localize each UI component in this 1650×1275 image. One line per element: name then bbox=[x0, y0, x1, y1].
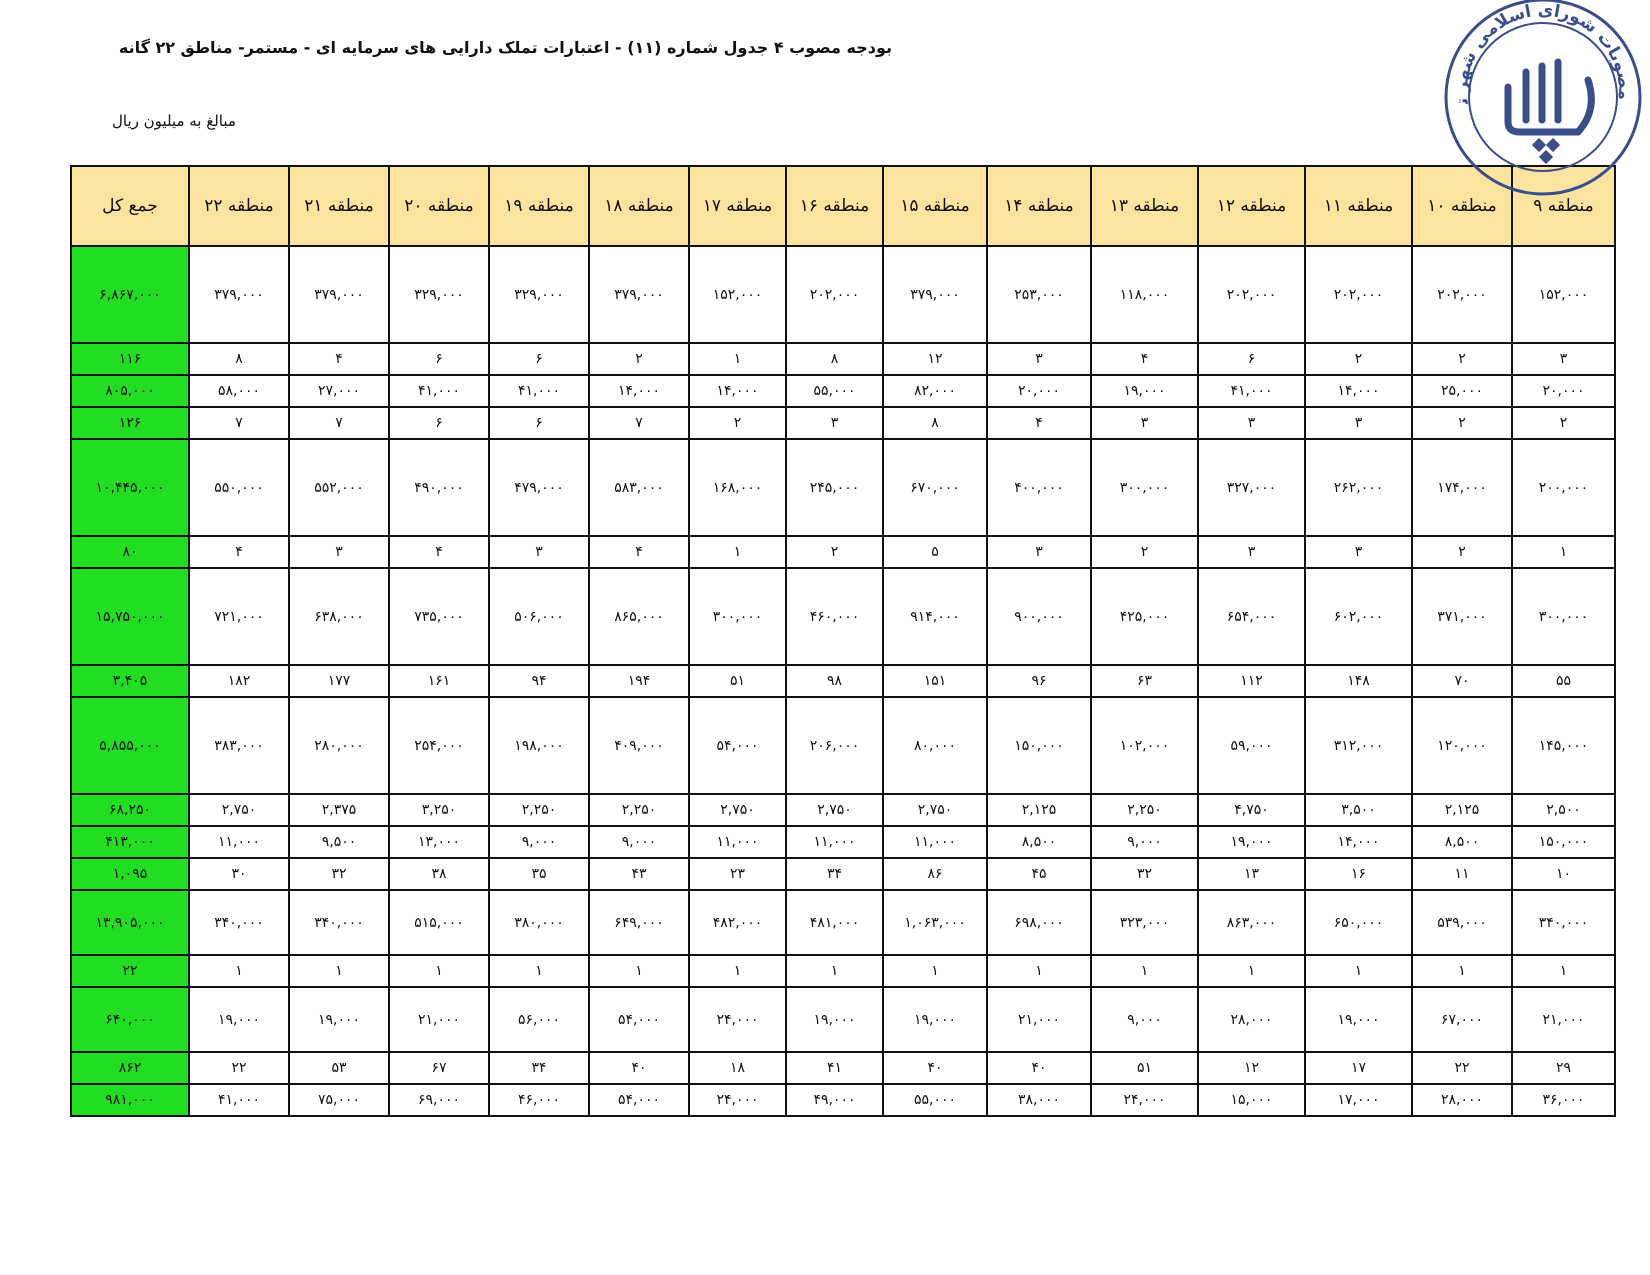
header-region: منطقه ۲۲ bbox=[189, 166, 289, 246]
region-cell: ۵۰۶,۰۰۰ bbox=[489, 568, 589, 665]
region-cell: ۱۵۰,۰۰۰ bbox=[987, 697, 1091, 794]
region-cell: ۱۱,۰۰۰ bbox=[786, 826, 883, 858]
region-cell: ۲۰۲,۰۰۰ bbox=[1198, 246, 1305, 343]
region-cell: ۵۱ bbox=[689, 665, 786, 697]
header-region: منطقه ۹ bbox=[1512, 166, 1615, 246]
region-cell: ۳۰ bbox=[189, 858, 289, 890]
region-cell: ۳ bbox=[289, 536, 389, 568]
region-cell: ۶ bbox=[389, 343, 489, 375]
region-cell: ۱۳ bbox=[1198, 858, 1305, 890]
region-cell: ۱ bbox=[189, 955, 289, 987]
region-cell: ۳۲۹,۰۰۰ bbox=[489, 246, 589, 343]
region-cell: ۲,۷۵۰ bbox=[786, 794, 883, 826]
region-cell: ۱ bbox=[389, 955, 489, 987]
region-cell: ۱۲ bbox=[883, 343, 987, 375]
header-region: منطقه ۲۱ bbox=[289, 166, 389, 246]
region-cell: ۳ bbox=[1198, 536, 1305, 568]
header-region: منطقه ۱۹ bbox=[489, 166, 589, 246]
region-cell: ۹۸ bbox=[786, 665, 883, 697]
region-cell: ۱۹۴ bbox=[589, 665, 689, 697]
region-cell: ۲۰,۰۰۰ bbox=[1512, 375, 1615, 407]
table-row bbox=[71, 987, 1615, 1052]
region-cell: ۲,۱۲۵ bbox=[1412, 794, 1512, 826]
region-cell: ۱۶۱ bbox=[389, 665, 489, 697]
region-cell: ۱ bbox=[689, 536, 786, 568]
region-cell: ۲,۷۵۰ bbox=[689, 794, 786, 826]
region-cell: ۴۱,۰۰۰ bbox=[189, 1084, 289, 1116]
region-cell: ۲,۷۵۰ bbox=[883, 794, 987, 826]
region-cell: ۳۸ bbox=[389, 858, 489, 890]
region-cell: ۳,۲۵۰ bbox=[389, 794, 489, 826]
header-region: منطقه ۱۰ bbox=[1412, 166, 1512, 246]
region-cell: ۴۱,۰۰۰ bbox=[389, 375, 489, 407]
region-cell: ۴ bbox=[589, 536, 689, 568]
table-row bbox=[71, 890, 1615, 955]
header-region: منطقه ۱۲ bbox=[1198, 166, 1305, 246]
region-cell: ۶۷,۰۰۰ bbox=[1412, 987, 1512, 1052]
region-cell: ۲ bbox=[589, 343, 689, 375]
region-cell: ۵۴,۰۰۰ bbox=[589, 987, 689, 1052]
region-cell: ۲۸,۰۰۰ bbox=[1198, 987, 1305, 1052]
region-cell: ۳۴۰,۰۰۰ bbox=[289, 890, 389, 955]
region-cell: ۳ bbox=[786, 407, 883, 439]
region-cell: ۱۲ bbox=[1198, 1052, 1305, 1084]
region-cell: ۱ bbox=[1512, 536, 1615, 568]
region-cell: ۵۸۳,۰۰۰ bbox=[589, 439, 689, 536]
region-cell: ۳۰۰,۰۰۰ bbox=[689, 568, 786, 665]
table-body bbox=[71, 246, 1615, 1116]
region-cell: ۹,۰۰۰ bbox=[589, 826, 689, 858]
region-cell: ۶۴۹,۰۰۰ bbox=[589, 890, 689, 955]
region-cell: ۸,۵۰۰ bbox=[987, 826, 1091, 858]
region-cell: ۲۳ bbox=[689, 858, 786, 890]
region-cell: ۳۷۹,۰۰۰ bbox=[189, 246, 289, 343]
region-cell: ۳۲ bbox=[289, 858, 389, 890]
region-cell: ۱۹,۰۰۰ bbox=[289, 987, 389, 1052]
region-cell: ۳۲۷,۰۰۰ bbox=[1198, 439, 1305, 536]
region-cell: ۷ bbox=[289, 407, 389, 439]
region-cell: ۱ bbox=[987, 955, 1091, 987]
total-cell: ۱۱۶ bbox=[71, 343, 189, 375]
region-cell: ۲۷,۰۰۰ bbox=[289, 375, 389, 407]
region-cell: ۹,۰۰۰ bbox=[1091, 987, 1198, 1052]
region-cell: ۵۴,۰۰۰ bbox=[589, 1084, 689, 1116]
total-cell: ۵,۸۵۵,۰۰۰ bbox=[71, 697, 189, 794]
region-cell: ۳ bbox=[1305, 407, 1412, 439]
region-cell: ۲ bbox=[1412, 536, 1512, 568]
region-cell: ۵۵۰,۰۰۰ bbox=[189, 439, 289, 536]
region-cell: ۱۹۸,۰۰۰ bbox=[489, 697, 589, 794]
region-cell: ۶ bbox=[489, 407, 589, 439]
region-cell: ۶ bbox=[389, 407, 489, 439]
region-cell: ۱۴۵,۰۰۰ bbox=[1512, 697, 1615, 794]
region-cell: ۳۷۹,۰۰۰ bbox=[883, 246, 987, 343]
region-cell: ۷۵,۰۰۰ bbox=[289, 1084, 389, 1116]
region-cell: ۸ bbox=[883, 407, 987, 439]
table-row bbox=[71, 407, 1615, 439]
total-cell: ۸۰۵,۰۰۰ bbox=[71, 375, 189, 407]
total-cell: ۲۲ bbox=[71, 955, 189, 987]
region-cell: ۴۰ bbox=[883, 1052, 987, 1084]
header-region: منطقه ۱۸ bbox=[589, 166, 689, 246]
region-cell: ۶۹۸,۰۰۰ bbox=[987, 890, 1091, 955]
region-cell: ۴۹,۰۰۰ bbox=[786, 1084, 883, 1116]
region-cell: ۱۱,۰۰۰ bbox=[189, 826, 289, 858]
region-cell: ۴۰۰,۰۰۰ bbox=[987, 439, 1091, 536]
region-cell: ۴۱,۰۰۰ bbox=[1198, 375, 1305, 407]
region-cell: ۹,۰۰۰ bbox=[1091, 826, 1198, 858]
region-cell: ۳۰۰,۰۰۰ bbox=[1512, 568, 1615, 665]
region-cell: ۱۱۸,۰۰۰ bbox=[1091, 246, 1198, 343]
region-cell: ۹,۰۰۰ bbox=[489, 826, 589, 858]
region-cell: ۵۴,۰۰۰ bbox=[689, 697, 786, 794]
region-cell: ۲۵,۰۰۰ bbox=[1412, 375, 1512, 407]
region-cell: ۶۰۲,۰۰۰ bbox=[1305, 568, 1412, 665]
region-cell: ۳۰۰,۰۰۰ bbox=[1091, 439, 1198, 536]
total-cell: ۱۵,۷۵۰,۰۰۰ bbox=[71, 568, 189, 665]
region-cell: ۴۸۱,۰۰۰ bbox=[786, 890, 883, 955]
region-cell: ۲ bbox=[1305, 343, 1412, 375]
header-total: جمع کل bbox=[71, 166, 189, 246]
table-row bbox=[71, 439, 1615, 536]
region-cell: ۶۵۰,۰۰۰ bbox=[1305, 890, 1412, 955]
region-cell: ۱۷ bbox=[1305, 1052, 1412, 1084]
region-cell: ۱۹,۰۰۰ bbox=[883, 987, 987, 1052]
region-cell: ۳ bbox=[489, 536, 589, 568]
table-row bbox=[71, 665, 1615, 697]
region-cell: ۶ bbox=[1198, 343, 1305, 375]
region-cell: ۲۰۰,۰۰۰ bbox=[1512, 439, 1615, 536]
region-cell: ۴۱ bbox=[786, 1052, 883, 1084]
header-region: منطقه ۱۷ bbox=[689, 166, 786, 246]
region-cell: ۴۰۹,۰۰۰ bbox=[589, 697, 689, 794]
region-cell: ۱۴,۰۰۰ bbox=[589, 375, 689, 407]
table-row bbox=[71, 343, 1615, 375]
region-cell: ۱۹,۰۰۰ bbox=[189, 987, 289, 1052]
region-cell: ۷۰ bbox=[1412, 665, 1512, 697]
region-cell: ۲,۲۵۰ bbox=[1091, 794, 1198, 826]
region-cell: ۱ bbox=[489, 955, 589, 987]
region-cell: ۸ bbox=[786, 343, 883, 375]
region-cell: ۶۷ bbox=[389, 1052, 489, 1084]
total-cell: ۶۸,۲۵۰ bbox=[71, 794, 189, 826]
region-cell: ۳۸۳,۰۰۰ bbox=[189, 697, 289, 794]
region-cell: ۵۳۹,۰۰۰ bbox=[1412, 890, 1512, 955]
region-cell: ۱ bbox=[589, 955, 689, 987]
region-cell: ۶۵۴,۰۰۰ bbox=[1198, 568, 1305, 665]
region-cell: ۶۷۰,۰۰۰ bbox=[883, 439, 987, 536]
region-cell: ۴۱,۰۰۰ bbox=[489, 375, 589, 407]
region-cell: ۲۲ bbox=[1412, 1052, 1512, 1084]
total-cell: ۶۴۰,۰۰۰ bbox=[71, 987, 189, 1052]
region-cell: ۵۸,۰۰۰ bbox=[189, 375, 289, 407]
region-cell: ۲۲ bbox=[189, 1052, 289, 1084]
region-cell: ۷ bbox=[589, 407, 689, 439]
region-cell: ۱ bbox=[883, 955, 987, 987]
region-cell: ۱ bbox=[1305, 955, 1412, 987]
region-cell: ۳۴۰,۰۰۰ bbox=[1512, 890, 1615, 955]
header-region: منطقه ۱۱ bbox=[1305, 166, 1412, 246]
table-row bbox=[71, 826, 1615, 858]
region-cell: ۲ bbox=[1412, 343, 1512, 375]
table-row bbox=[71, 794, 1615, 826]
region-cell: ۴,۷۵۰ bbox=[1198, 794, 1305, 826]
region-cell: ۳۷۱,۰۰۰ bbox=[1412, 568, 1512, 665]
region-cell: ۱۵,۰۰۰ bbox=[1198, 1084, 1305, 1116]
region-cell: ۹۶ bbox=[987, 665, 1091, 697]
region-cell: ۴۰ bbox=[987, 1052, 1091, 1084]
region-cell: ۵۱۵,۰۰۰ bbox=[389, 890, 489, 955]
region-cell: ۲۴,۰۰۰ bbox=[689, 987, 786, 1052]
region-cell: ۱,۰۶۳,۰۰۰ bbox=[883, 890, 987, 955]
region-cell: ۳ bbox=[1091, 407, 1198, 439]
region-cell: ۲۰۲,۰۰۰ bbox=[1412, 246, 1512, 343]
region-cell: ۳۵ bbox=[489, 858, 589, 890]
region-cell: ۱۵۲,۰۰۰ bbox=[689, 246, 786, 343]
region-cell: ۱۴,۰۰۰ bbox=[689, 375, 786, 407]
region-cell: ۱۰ bbox=[1512, 858, 1615, 890]
region-cell: ۲,۲۵۰ bbox=[589, 794, 689, 826]
region-cell: ۲۹ bbox=[1512, 1052, 1615, 1084]
region-cell: ۸ bbox=[189, 343, 289, 375]
region-cell: ۳۸۰,۰۰۰ bbox=[489, 890, 589, 955]
total-cell: ۱,۰۹۵ bbox=[71, 858, 189, 890]
region-cell: ۱۹,۰۰۰ bbox=[1305, 987, 1412, 1052]
total-cell: ۸۶۲ bbox=[71, 1052, 189, 1084]
region-cell: ۱ bbox=[1512, 955, 1615, 987]
table-row bbox=[71, 1084, 1615, 1116]
region-cell: ۷۲۱,۰۰۰ bbox=[189, 568, 289, 665]
region-cell: ۹۰۰,۰۰۰ bbox=[987, 568, 1091, 665]
region-cell: ۶۳ bbox=[1091, 665, 1198, 697]
region-cell: ۹,۵۰۰ bbox=[289, 826, 389, 858]
region-cell: ۵۵۲,۰۰۰ bbox=[289, 439, 389, 536]
region-cell: ۳۲۳,۰۰۰ bbox=[1091, 890, 1198, 955]
header-region: منطقه ۲۰ bbox=[389, 166, 489, 246]
region-cell: ۲۵۳,۰۰۰ bbox=[987, 246, 1091, 343]
region-cell: ۴۵ bbox=[987, 858, 1091, 890]
document-title: بودجه مصوب ۴ جدول شماره (۱۱) - اعتبارات تملک دارایی های سرمایه ای - مستمر- مناطق ۲۲ گانه bbox=[118, 38, 892, 57]
region-cell: ۲۵۴,۰۰۰ bbox=[389, 697, 489, 794]
region-cell: ۴۸۲,۰۰۰ bbox=[689, 890, 786, 955]
table-row bbox=[71, 1052, 1615, 1084]
table-row bbox=[71, 568, 1615, 665]
total-cell: ۱۳,۹۰۵,۰۰۰ bbox=[71, 890, 189, 955]
region-cell: ۶ bbox=[489, 343, 589, 375]
region-cell: ۱۱,۰۰۰ bbox=[689, 826, 786, 858]
region-cell: ۱۵۲,۰۰۰ bbox=[1512, 246, 1615, 343]
region-cell: ۱۹,۰۰۰ bbox=[1198, 826, 1305, 858]
total-cell: ۴۱۳,۰۰۰ bbox=[71, 826, 189, 858]
region-cell: ۲۱,۰۰۰ bbox=[1512, 987, 1615, 1052]
region-cell: ۴ bbox=[289, 343, 389, 375]
region-cell: ۳۷۹,۰۰۰ bbox=[589, 246, 689, 343]
table-row bbox=[71, 536, 1615, 568]
region-cell: ۱۰۲,۰۰۰ bbox=[1091, 697, 1198, 794]
table-row bbox=[71, 955, 1615, 987]
region-cell: ۱۳,۰۰۰ bbox=[389, 826, 489, 858]
region-cell: ۱ bbox=[1412, 955, 1512, 987]
region-cell: ۳۱۲,۰۰۰ bbox=[1305, 697, 1412, 794]
region-cell: ۲ bbox=[786, 536, 883, 568]
region-cell: ۱۴,۰۰۰ bbox=[1305, 826, 1412, 858]
region-cell: ۲,۵۰۰ bbox=[1512, 794, 1615, 826]
total-cell: ۳,۴۰۵ bbox=[71, 665, 189, 697]
region-cell: ۴ bbox=[189, 536, 289, 568]
region-cell: ۴۹۰,۰۰۰ bbox=[389, 439, 489, 536]
header-region: منطقه ۱۵ bbox=[883, 166, 987, 246]
region-cell: ۲۰۲,۰۰۰ bbox=[786, 246, 883, 343]
region-cell: ۲۴,۰۰۰ bbox=[689, 1084, 786, 1116]
region-cell: ۲۴,۰۰۰ bbox=[1091, 1084, 1198, 1116]
total-cell: ۶,۸۶۷,۰۰۰ bbox=[71, 246, 189, 343]
region-cell: ۹۴ bbox=[489, 665, 589, 697]
region-cell: ۱۲۰,۰۰۰ bbox=[1412, 697, 1512, 794]
region-cell: ۲۴۵,۰۰۰ bbox=[786, 439, 883, 536]
region-cell: ۳ bbox=[1198, 407, 1305, 439]
region-cell: ۴۶,۰۰۰ bbox=[489, 1084, 589, 1116]
region-cell: ۱ bbox=[1091, 955, 1198, 987]
header-region: منطقه ۱۴ bbox=[987, 166, 1091, 246]
region-cell: ۱۹,۰۰۰ bbox=[786, 987, 883, 1052]
region-cell: ۸۶۵,۰۰۰ bbox=[589, 568, 689, 665]
region-cell: ۴۰ bbox=[589, 1052, 689, 1084]
budget-table bbox=[70, 165, 1616, 1117]
region-cell: ۳۶,۰۰۰ bbox=[1512, 1084, 1615, 1116]
region-cell: ۵۶,۰۰۰ bbox=[489, 987, 589, 1052]
region-cell: ۳۲ bbox=[1091, 858, 1198, 890]
region-cell: ۱۷,۰۰۰ bbox=[1305, 1084, 1412, 1116]
region-cell: ۴۷۹,۰۰۰ bbox=[489, 439, 589, 536]
region-cell: ۲۱,۰۰۰ bbox=[389, 987, 489, 1052]
table-row bbox=[71, 858, 1615, 890]
region-cell: ۱۵۰,۰۰۰ bbox=[1512, 826, 1615, 858]
region-cell: ۵۵ bbox=[1512, 665, 1615, 697]
total-cell: ۱۰,۴۴۵,۰۰۰ bbox=[71, 439, 189, 536]
unit-note: مبالغ به میلیون ریال bbox=[112, 112, 236, 130]
region-cell: ۱۹,۰۰۰ bbox=[1091, 375, 1198, 407]
region-cell: ۲ bbox=[1091, 536, 1198, 568]
region-cell: ۱۷۷ bbox=[289, 665, 389, 697]
region-cell: ۳۲۹,۰۰۰ bbox=[389, 246, 489, 343]
table-row bbox=[71, 246, 1615, 343]
region-cell: ۱۴,۰۰۰ bbox=[1305, 375, 1412, 407]
header-region: منطقه ۱۶ bbox=[786, 166, 883, 246]
region-cell: ۲۸۰,۰۰۰ bbox=[289, 697, 389, 794]
table-row bbox=[71, 375, 1615, 407]
region-cell: ۸,۵۰۰ bbox=[1412, 826, 1512, 858]
region-cell: ۹۱۴,۰۰۰ bbox=[883, 568, 987, 665]
region-cell: ۴۲۵,۰۰۰ bbox=[1091, 568, 1198, 665]
region-cell: ۷ bbox=[189, 407, 289, 439]
region-cell: ۲۰۲,۰۰۰ bbox=[1305, 246, 1412, 343]
region-cell: ۳ bbox=[987, 343, 1091, 375]
region-cell: ۵۵,۰۰۰ bbox=[786, 375, 883, 407]
region-cell: ۸۶ bbox=[883, 858, 987, 890]
region-cell: ۲,۲۵۰ bbox=[489, 794, 589, 826]
region-cell: ۱۶ bbox=[1305, 858, 1412, 890]
region-cell: ۱۱ bbox=[1412, 858, 1512, 890]
region-cell: ۱۸۲ bbox=[189, 665, 289, 697]
region-cell: ۱ bbox=[786, 955, 883, 987]
region-cell: ۳ bbox=[1512, 343, 1615, 375]
region-cell: ۱ bbox=[689, 343, 786, 375]
region-cell: ۲ bbox=[689, 407, 786, 439]
region-cell: ۴ bbox=[1091, 343, 1198, 375]
region-cell: ۲,۱۲۵ bbox=[987, 794, 1091, 826]
region-cell: ۲۱,۰۰۰ bbox=[987, 987, 1091, 1052]
region-cell: ۶۳۸,۰۰۰ bbox=[289, 568, 389, 665]
region-cell: ۷۳۵,۰۰۰ bbox=[389, 568, 489, 665]
region-cell: ۲۰۶,۰۰۰ bbox=[786, 697, 883, 794]
region-cell: ۳۴۰,۰۰۰ bbox=[189, 890, 289, 955]
region-cell: ۵۱ bbox=[1091, 1052, 1198, 1084]
region-cell: ۱۷۴,۰۰۰ bbox=[1412, 439, 1512, 536]
region-cell: ۳۴ bbox=[786, 858, 883, 890]
region-cell: ۲۰,۰۰۰ bbox=[987, 375, 1091, 407]
region-cell: ۵ bbox=[883, 536, 987, 568]
region-cell: ۱۱,۰۰۰ bbox=[883, 826, 987, 858]
svg-text:اداره مصوبات شورای اسلامی شهر: مصوبات شورای اسلامی شهر ت bbox=[1451, 0, 1635, 106]
total-cell: ۸۰ bbox=[71, 536, 189, 568]
region-cell: ۱۸ bbox=[689, 1052, 786, 1084]
region-cell: ۲ bbox=[1412, 407, 1512, 439]
region-cell: ۸۶۳,۰۰۰ bbox=[1198, 890, 1305, 955]
table-row bbox=[71, 697, 1615, 794]
region-cell: ۳۷۹,۰۰۰ bbox=[289, 246, 389, 343]
region-cell: ۸۰,۰۰۰ bbox=[883, 697, 987, 794]
region-cell: ۶۹,۰۰۰ bbox=[389, 1084, 489, 1116]
region-cell: ۲,۷۵۰ bbox=[189, 794, 289, 826]
header-region: منطقه ۱۳ bbox=[1091, 166, 1198, 246]
region-cell: ۴۶۰,۰۰۰ bbox=[786, 568, 883, 665]
region-cell: ۴ bbox=[987, 407, 1091, 439]
region-cell: ۱ bbox=[689, 955, 786, 987]
region-cell: ۳۸,۰۰۰ bbox=[987, 1084, 1091, 1116]
region-cell: ۱۱۲ bbox=[1198, 665, 1305, 697]
region-cell: ۱۴۸ bbox=[1305, 665, 1412, 697]
region-cell: ۳۴ bbox=[489, 1052, 589, 1084]
region-cell: ۱۶۸,۰۰۰ bbox=[689, 439, 786, 536]
total-cell: ۹۸۱,۰۰۰ bbox=[71, 1084, 189, 1116]
region-cell: ۲۶۲,۰۰۰ bbox=[1305, 439, 1412, 536]
region-cell: ۲۸,۰۰۰ bbox=[1412, 1084, 1512, 1116]
region-cell: ۱۵۱ bbox=[883, 665, 987, 697]
region-cell: ۳ bbox=[987, 536, 1091, 568]
region-cell: ۴۳ bbox=[589, 858, 689, 890]
region-cell: ۱ bbox=[1198, 955, 1305, 987]
region-cell: ۵۳ bbox=[289, 1052, 389, 1084]
region-cell: ۲ bbox=[1512, 407, 1615, 439]
region-cell: ۴ bbox=[389, 536, 489, 568]
council-stamp-seal bbox=[1438, 0, 1648, 202]
region-cell: ۳,۵۰۰ bbox=[1305, 794, 1412, 826]
region-cell: ۳ bbox=[1305, 536, 1412, 568]
table-header-row bbox=[71, 166, 1615, 246]
region-cell: ۵۹,۰۰۰ bbox=[1198, 697, 1305, 794]
region-cell: ۱ bbox=[289, 955, 389, 987]
region-cell: ۵۵,۰۰۰ bbox=[883, 1084, 987, 1116]
region-cell: ۲,۳۷۵ bbox=[289, 794, 389, 826]
region-cell: ۸۲,۰۰۰ bbox=[883, 375, 987, 407]
total-cell: ۱۲۶ bbox=[71, 407, 189, 439]
